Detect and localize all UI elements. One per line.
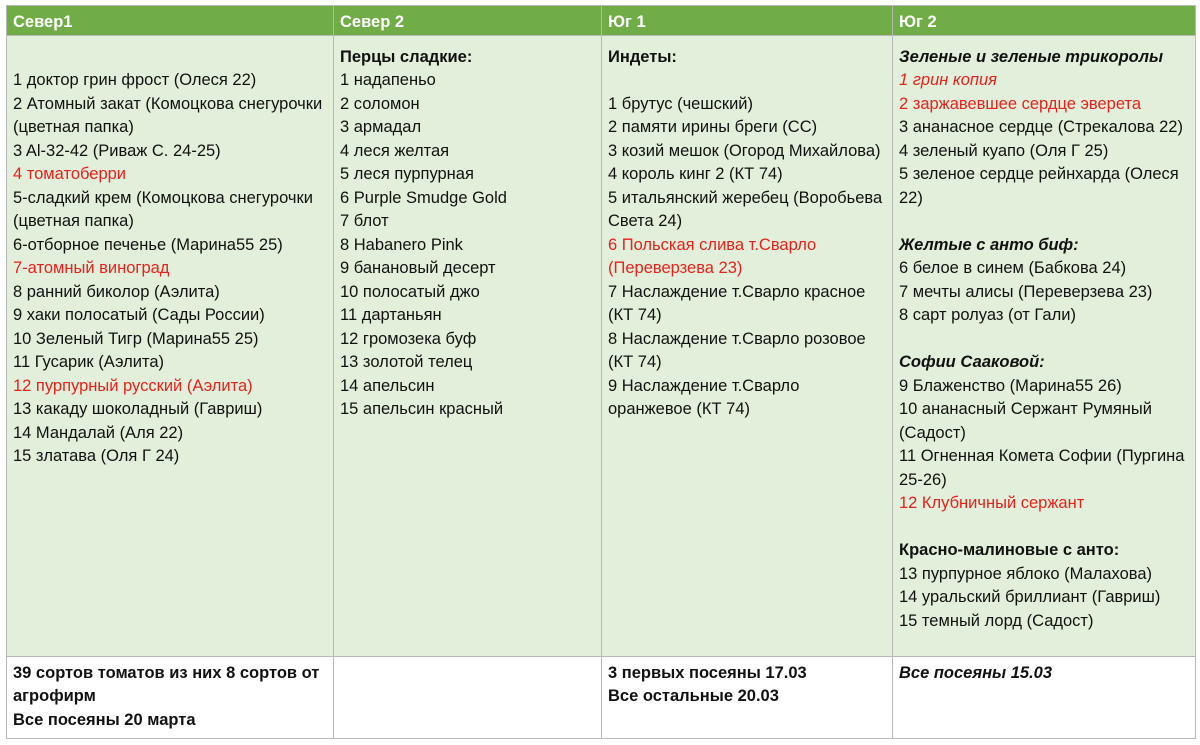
- variety-line: 4 томатоберри: [13, 165, 127, 183]
- variety-line: 12 пурпурный русский (Аэлита): [13, 376, 253, 395]
- variety-line: 1 доктор грин фрост (Олеся 22): [13, 71, 257, 89]
- variety-line: 6-отборное печенье (Марина55 25): [13, 235, 283, 254]
- cell-sever1: [7, 35, 334, 656]
- footer-sever1: [7, 656, 334, 739]
- variety-line: 5 зеленое сердце рейнхарда (Олеся 22): [899, 165, 1179, 207]
- variety-line: 9 хаки полосатый (Сады России): [13, 306, 265, 324]
- variety-line: 8 Habanero Pink: [340, 235, 463, 254]
- variety-line: 2 Атомный закат (Комоцкова снегурочки (цветная папка): [13, 94, 323, 136]
- variety-line: 12 громозека буф: [340, 329, 477, 348]
- footer-sever2: [334, 656, 602, 739]
- blank-line: [899, 328, 1189, 352]
- cell-sever2: [334, 35, 602, 656]
- variety-line: 14 Мандалай (Аля 22): [13, 423, 184, 442]
- header-yug2: Юг 2: [893, 6, 1196, 36]
- header-sever2: Север 2: [334, 6, 602, 36]
- content-row: [7, 35, 1196, 656]
- variety-line: 1 грин копия: [899, 71, 997, 89]
- group-title: Софии Сааковой:: [899, 353, 1045, 371]
- variety-line: 15 апельсин красный: [340, 400, 504, 418]
- blank-line: [899, 210, 1189, 234]
- variety-line: 13 золотой телец: [340, 353, 473, 371]
- variety-line: 8 ранний биколор (Аэлита): [13, 282, 220, 301]
- group-title: Желтые с анто биф:: [899, 235, 1079, 254]
- variety-line: 13 какаду шоколадный (Гавриш): [13, 400, 263, 418]
- variety-line: 2 заржавевшее сердце эверета: [899, 94, 1141, 113]
- variety-line: 4 леся желтая: [340, 141, 450, 160]
- variety-line: 5 итальянский жеребец (Воробьева Света 24): [608, 188, 883, 230]
- variety-line: 9 Наслаждение т.Сварло оранжевое (КТ 74): [608, 376, 800, 418]
- variety-line: 5 леся пурпурная: [340, 165, 474, 183]
- header-sever1: Север1: [7, 6, 334, 36]
- yug1-list: [608, 69, 886, 422]
- variety-line: 3 армадал: [340, 118, 422, 136]
- variety-line: 9 Блаженство (Марина55 26): [899, 376, 1122, 395]
- variety-line: 7 блот: [340, 212, 389, 230]
- blank-line: [899, 516, 1189, 540]
- footer-row: [7, 656, 1196, 739]
- variety-line: 14 уральский бриллиант (Гавриш): [899, 588, 1161, 606]
- footer-yug1: [602, 656, 893, 739]
- cell-yug1: [602, 35, 893, 656]
- variety-line: 7 мечты алисы (Переверзева 23): [899, 282, 1153, 301]
- variety-line: 11 Гусарик (Аэлита): [13, 353, 165, 371]
- footer-yug2: [893, 656, 1196, 739]
- header-row: [7, 6, 1196, 36]
- footer-line: 3 первых посеяны 17.03: [608, 663, 807, 682]
- variety-line: 15 темный лорд (Садост): [899, 611, 1094, 630]
- variety-line: 3 Al-32-42 (Риваж С. 24-25): [13, 141, 221, 160]
- variety-line: 6 Польская слива т.Сварло (Переверзева 23): [608, 235, 817, 277]
- sever2-title: Перцы сладкие:: [340, 47, 473, 66]
- variety-line: 4 зеленый куапо (Оля Г 25): [899, 141, 1109, 160]
- variety-line: 10 Зеленый Тигр (Марина55 25): [13, 329, 259, 348]
- variety-line: 1 брутус (чешский): [608, 94, 753, 113]
- variety-line: 10 ананасный Сержант Румяный (Садост): [899, 400, 1152, 442]
- variety-line: 3 козий мешок (Огород Михайлова): [608, 141, 881, 160]
- yug2-groups: [899, 46, 1189, 634]
- variety-line: 7-атомный виноград: [13, 259, 170, 277]
- variety-line: 6 белое в синем (Бабкова 24): [899, 259, 1127, 277]
- seeding-table: [6, 5, 1196, 739]
- variety-line: 5-сладкий крем (Комоцкова снегурочки (цветная папка): [13, 188, 313, 230]
- variety-line: 8 Наслаждение т.Сварло розовое (КТ 74): [608, 329, 866, 371]
- yug1-title: Индеты:: [608, 47, 677, 66]
- footer-line: 39 сортов томатов из них 8 сортов от агрофирм: [13, 663, 320, 705]
- variety-line: 13 пурпурное яблоко (Малахова): [899, 564, 1153, 583]
- sever2-list: [340, 69, 595, 422]
- cell-yug2: [893, 35, 1196, 656]
- variety-line: 2 соломон: [340, 94, 420, 113]
- variety-line: 11 дартаньян: [340, 306, 442, 324]
- group-title: Зеленые и зеленые трикоролы: [899, 47, 1164, 66]
- variety-line: 12 Клубничный сержант: [899, 494, 1085, 512]
- footer-line: Все посеяны 20 марта: [13, 710, 196, 729]
- variety-line: 4 король кинг 2 (КТ 74): [608, 165, 783, 183]
- variety-line: 3 ананасное сердце (Стрекалова 22): [899, 118, 1183, 136]
- variety-line: 6 Purple Smudge Gold: [340, 188, 507, 207]
- variety-line: 14 апельсин: [340, 376, 435, 395]
- variety-line: 15 златава (Оля Г 24): [13, 447, 180, 465]
- footer-line: Все посеяны 15.03: [899, 663, 1053, 682]
- variety-line: 10 полосатый джо: [340, 282, 480, 301]
- group-title: Красно-малиновые с анто:: [899, 541, 1120, 559]
- blank-line: [608, 69, 886, 93]
- blank-line: [13, 46, 327, 70]
- sever1-list: [13, 46, 327, 469]
- header-yug1: Юг 1: [602, 6, 893, 36]
- variety-line: 2 памяти ирины бреги (СС): [608, 118, 818, 136]
- variety-line: 9 банановый десерт: [340, 259, 496, 277]
- variety-line: 11 Огненная Комета Софии (Пургина 25-26): [899, 447, 1185, 489]
- variety-line: 8 сарт ролуаз (от Гали): [899, 306, 1076, 324]
- variety-line: 7 Наслаждение т.Сварло красное (КТ 74): [608, 282, 866, 324]
- footer-line: Все остальные 20.03: [608, 687, 779, 705]
- variety-line: 1 надапеньо: [340, 71, 436, 89]
